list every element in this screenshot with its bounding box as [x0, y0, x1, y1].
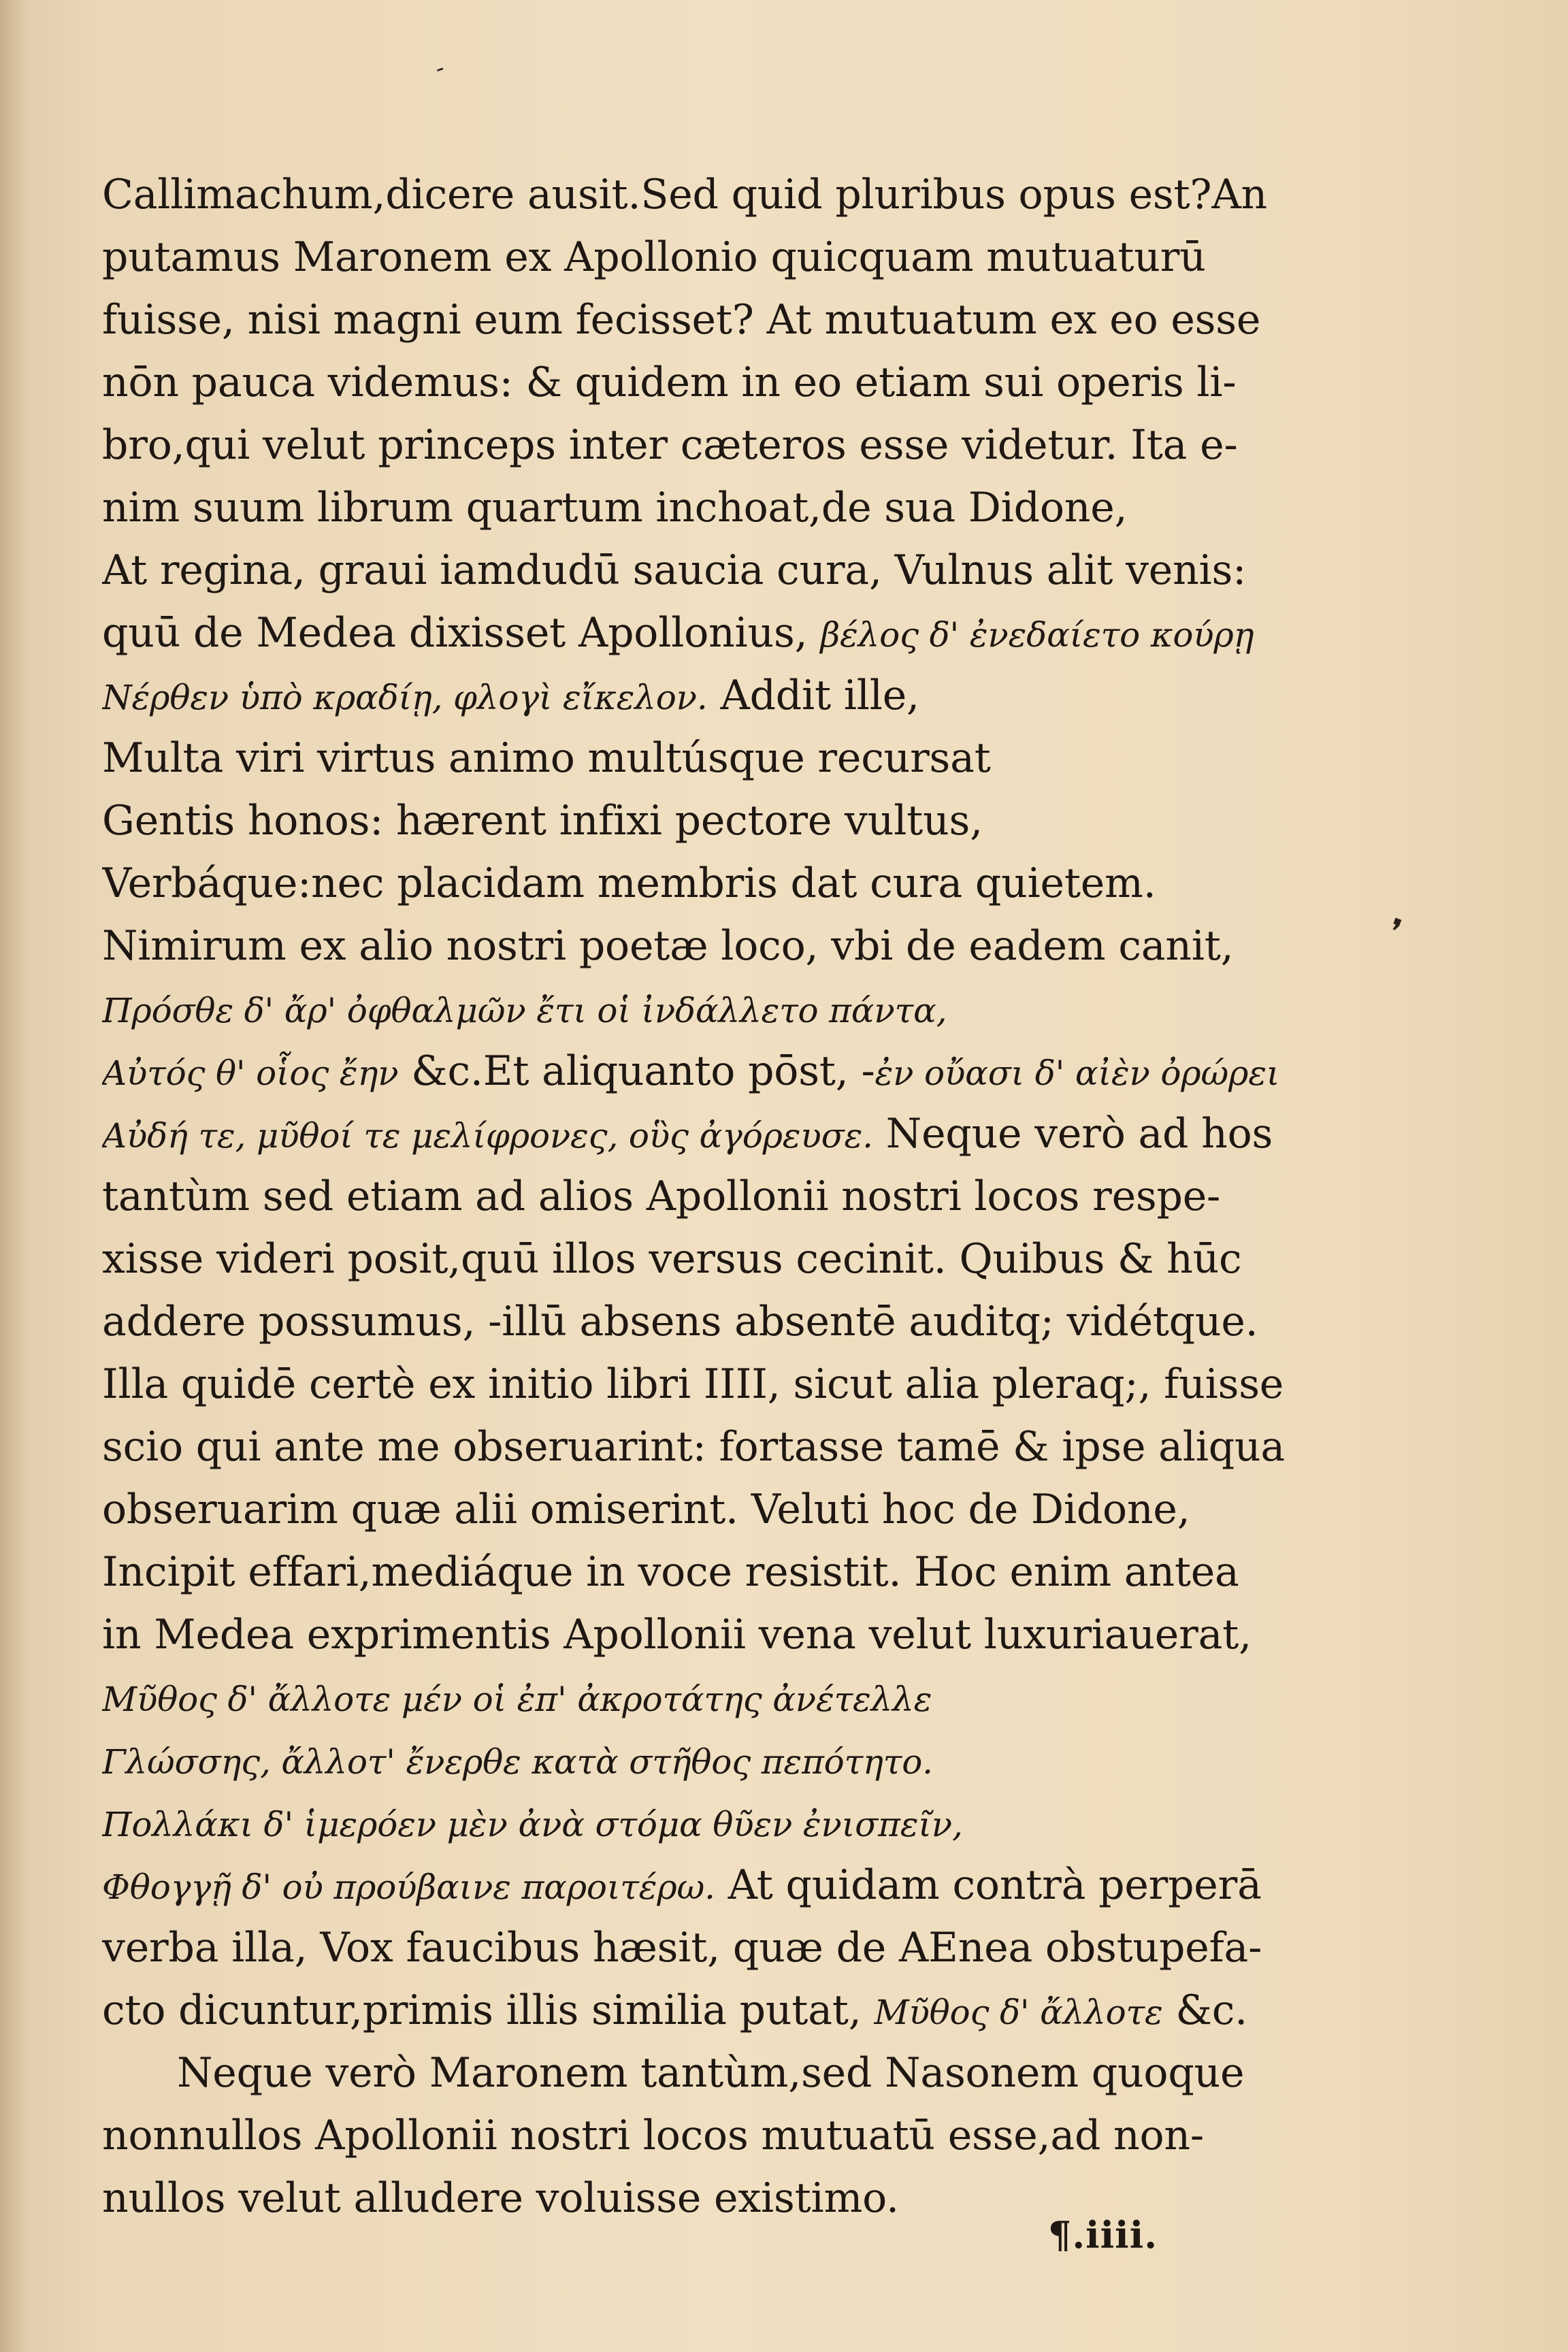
greek-quotation: Μῦθος δ' ἄλλοτε μέν οἱ ἐπ' ἀκροτάτης ἀνέτελλε: [102, 1680, 932, 1719]
text-line: [102, 1854, 1300, 1916]
latin-text: &c.: [1162, 1987, 1247, 2034]
latin-text: Verbáque:nec placidam membris dat cura quietem.: [102, 860, 1156, 907]
greek-quotation: Νέρθεν ὑπὸ κραδίῃ, φλογὶ εἴκελον.: [102, 678, 708, 717]
body-text: [102, 163, 1300, 2230]
greek-quotation: ἐν οὔασι δ' αἰὲν ὀρώρει: [875, 1054, 1280, 1093]
greek-quotation: Πρόσθε δ' ἄρ' ὀφθαλμῶν ἔτι οἱ ἰνδάλλετο πάντα,: [102, 991, 947, 1030]
latin-text: addere possumus, -illū absens absentē auditq; vidétque.: [102, 1298, 1258, 1345]
latin-text: Illa quidē certè ex initio libri IIII, sicut alia pleraq;, fuisse: [102, 1360, 1284, 1408]
text-line: [102, 1353, 1300, 1416]
text-line: [102, 414, 1300, 476]
greek-quotation: Μῦθος δ' ἄλλοτε: [874, 1993, 1163, 2032]
text-line: [102, 539, 1300, 602]
latin-text: nim suum librum quartum inchoat,de sua Didone,: [102, 484, 1128, 532]
latin-text: bro,qui velut princeps inter cæteros esse videtur. Ita e-: [102, 421, 1238, 469]
latin-text: nōn pauca videmus: & quidem in eo etiam sui operis li-: [102, 359, 1237, 406]
greek-quotation: Φθογγῇ δ' οὐ προύβαινε παροιτέρω.: [102, 1867, 715, 1907]
text-line: [102, 1979, 1300, 2042]
page-edge-shadow: [0, 0, 27, 2352]
latin-text: cto dicuntur,primis illis similia putat,: [102, 1987, 862, 2034]
text-line: [102, 602, 1300, 664]
greek-quotation: Γλώσσης, ἄλλοτ' ἔνερθε κατὰ στῆθος πεπότητο.: [102, 1742, 933, 1782]
latin-text: in Medea exprimentis Apollonii vena velut luxuriauerat,: [102, 1611, 1252, 1659]
text-line: [102, 163, 1300, 226]
greek-quotation: βέλος δ' ἐνεδαίετο κούρῃ: [820, 615, 1254, 655]
latin-text: nullos velut alludere voluisse existimo.: [102, 2174, 899, 2222]
latin-text: Neque verò Maronem tantùm,sed Nasonem quoque: [177, 2049, 1245, 2097]
margin-ink-mark: ❜: [1382, 911, 1407, 954]
latin-text: Gentis honos: hærent infixi pectore vultus,: [102, 797, 983, 845]
latin-text: At regina, graui iamdudū saucia cura, Vulnus alit venis:: [102, 546, 1247, 594]
signature-mark: ¶.iiii.: [1048, 2213, 1158, 2257]
latin-text: scio qui ante me obseruarint: fortasse tamē & ipse aliqua: [102, 1423, 1285, 1471]
latin-text: Multa viri virtus animo multúsque recursat: [102, 734, 991, 782]
greek-quotation: Αὐτός θ' οἷος ἔην: [102, 1054, 399, 1093]
text-line: [102, 289, 1300, 351]
text-line: [102, 1416, 1300, 1478]
greek-quotation: Πολλάκι δ' ἱμερόεν μὲν ἀνὰ στόμα θῦεν ἐνισπεῖν,: [102, 1805, 963, 1844]
text-line: [102, 1729, 1300, 1791]
latin-text: At quidam contrà perperā: [715, 1861, 1262, 1909]
latin-text: verba illa, Vox faucibus hæsit, quæ de AEnea obstupefa-: [102, 1924, 1262, 1972]
ink-tick-mark: ‐: [431, 54, 448, 83]
latin-text: obseruarim quæ alii omiserint. Veluti hoc de Didone,: [102, 1486, 1190, 1533]
latin-text: fuisse, nisi magni eum fecisset? At mutuatum ex eo esse: [102, 296, 1261, 344]
text-line: [102, 1791, 1300, 1854]
text-line: [102, 915, 1300, 977]
text-line: [102, 852, 1300, 915]
text-line: [102, 1603, 1300, 1666]
text-line: [102, 1040, 1300, 1102]
text-line: [102, 1165, 1300, 1228]
text-line: [102, 1290, 1300, 1353]
text-line: [102, 1228, 1300, 1290]
latin-text: Callimachum,dicere ausit.Sed quid pluribus opus est?An: [102, 171, 1267, 218]
latin-text: quū de Medea dixisset Apollonius,: [102, 609, 808, 657]
text-line: [102, 1666, 1300, 1729]
text-line: [102, 476, 1300, 539]
text-line: [102, 1102, 1300, 1165]
text-line: [102, 1916, 1300, 1979]
text-line: [102, 2042, 1300, 2104]
latin-text: Incipit effari,mediáque in voce resistit. Hoc enim antea: [102, 1548, 1239, 1596]
latin-text: Nimirum ex alio nostri poetæ loco, vbi de eadem canit,: [102, 922, 1234, 970]
text-line: [102, 2104, 1300, 2167]
latin-text: Neque verò ad hos: [872, 1110, 1273, 1158]
text-line: [102, 977, 1300, 1040]
text-line: [102, 1541, 1300, 1603]
text-line: [102, 727, 1300, 789]
latin-text: xisse videri posit,quū illos versus cecinit. Quibus & hūc: [102, 1235, 1242, 1283]
text-line: [102, 351, 1300, 414]
latin-text: putamus Maronem ex Apollonio quicquam mutuaturū: [102, 233, 1206, 281]
text-line: [102, 226, 1300, 289]
text-line: [102, 1478, 1300, 1541]
text-line: [102, 664, 1300, 727]
latin-text: nonnullos Apollonii nostri locos mutuatū esse,ad non-: [102, 2112, 1204, 2159]
latin-text: &c.Et aliquanto pōst, -: [398, 1047, 875, 1095]
greek-quotation: Αὐδή τε, μῦθοί τε μελίφρονες, οὓς ἀγόρευσε.: [102, 1116, 873, 1156]
latin-text: Addit ille,: [707, 672, 919, 719]
text-line: [102, 789, 1300, 852]
latin-text: tantùm sed etiam ad alios Apollonii nostri locos respe-: [102, 1173, 1221, 1220]
